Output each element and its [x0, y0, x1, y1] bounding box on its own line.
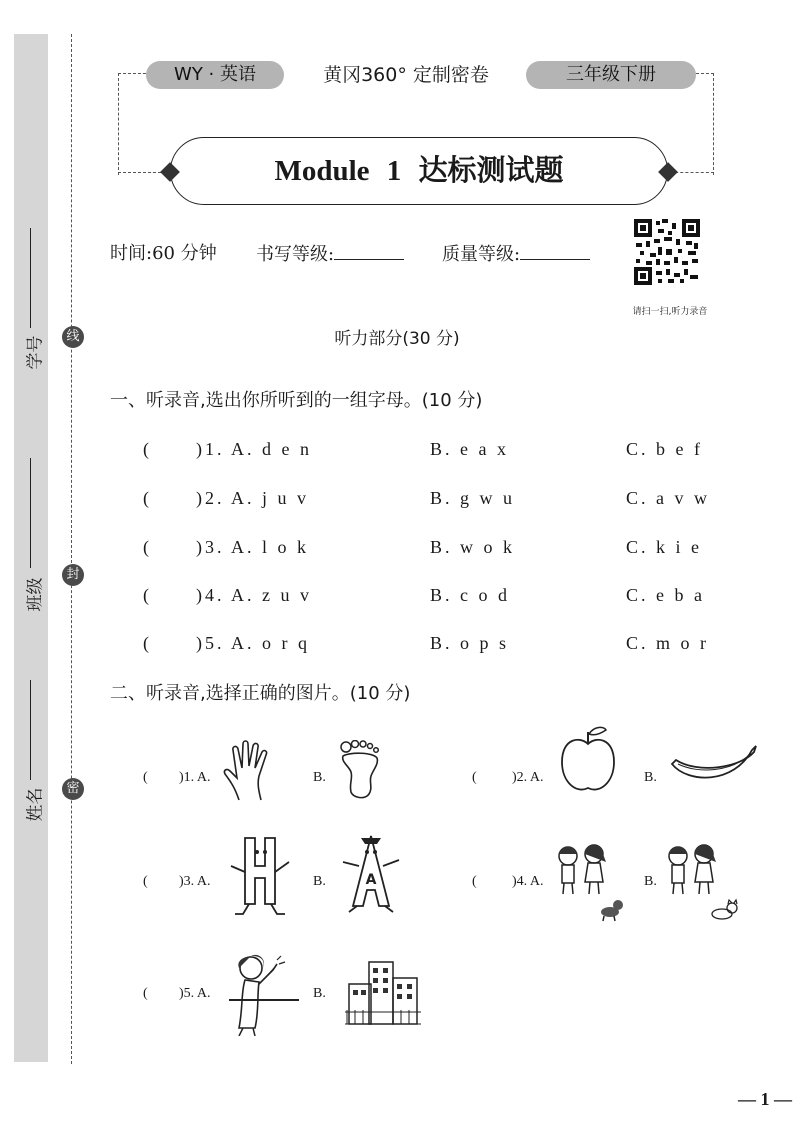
option-b: B. g w u: [430, 488, 516, 508]
name-line: [30, 680, 31, 780]
part2-item-3: [143, 832, 443, 922]
option-a: )5. A. o r q: [196, 633, 310, 653]
subject-badge: WY · 英语: [146, 61, 284, 89]
option-b: B. o p s: [430, 633, 510, 653]
part1-heading: 一、听录音,选出你所听到的一组字母。(10 分): [110, 390, 483, 411]
option-b-label: B.: [644, 874, 657, 889]
page-number: — 1 —: [738, 1089, 792, 1109]
svg-text:A: A: [365, 872, 377, 888]
option-b-label: B.: [313, 986, 326, 1001]
letter-a-character-icon[interactable]: [339, 832, 403, 916]
option-c: C. e b a: [626, 585, 705, 605]
option-c: C. m o r: [626, 633, 710, 653]
seal-secret: 密: [62, 778, 84, 800]
quality-grade: [442, 240, 590, 268]
option-a-label: )5. A.: [179, 986, 211, 1001]
apple-icon[interactable]: [558, 724, 618, 796]
class-label: 班级: [25, 577, 46, 612]
option-a: )2. A. j u v: [196, 488, 310, 508]
option-a-label: )1. A.: [179, 770, 211, 785]
answer-paren[interactable]: (: [143, 874, 148, 889]
part1-question-2: [0, 483, 794, 513]
writing-grade-label: 书写等级:: [256, 244, 335, 265]
answer-paren[interactable]: (: [143, 488, 152, 508]
kids-with-cat-icon[interactable]: [664, 842, 740, 922]
part1-question-1: [0, 434, 794, 464]
foot-icon[interactable]: [339, 740, 383, 800]
series-label: 黄冈360° 定制密卷: [323, 64, 489, 86]
option-a: )4. A. z u v: [196, 585, 312, 605]
option-a-label: )2. A.: [512, 770, 544, 785]
option-a-label: )3. A.: [179, 874, 211, 889]
part2-heading: 二、听录音,选择正确的图片。(10 分): [110, 683, 411, 704]
option-a-label: )4. A.: [512, 874, 544, 889]
hand-icon[interactable]: [221, 738, 277, 802]
part1-question-3: [0, 532, 794, 562]
answer-paren[interactable]: (: [143, 439, 152, 459]
answer-paren[interactable]: (: [143, 770, 148, 785]
option-b-label: B.: [644, 770, 657, 785]
page-title: Module 1 达标测试题: [274, 155, 564, 187]
answer-paren[interactable]: (: [143, 537, 152, 557]
option-b: B. w o k: [430, 537, 516, 557]
option-c: C. a v w: [626, 488, 710, 508]
part2-item-4: [472, 832, 772, 922]
part2-item-5: [143, 944, 443, 1034]
answer-paren[interactable]: (: [143, 585, 152, 605]
seal-seal: 封: [62, 564, 84, 586]
student-id-line: [30, 228, 31, 328]
answer-paren[interactable]: (: [472, 770, 477, 785]
letter-h-character-icon[interactable]: [227, 832, 293, 916]
part2-item-2: [472, 734, 772, 824]
qr-code-icon[interactable]: [634, 219, 700, 285]
seal-line: 线: [62, 326, 84, 348]
answer-paren[interactable]: (: [143, 633, 152, 653]
part2-item-1: [143, 734, 443, 824]
qr-caption: 请扫一扫,听力录音: [632, 307, 708, 317]
option-b-label: B.: [313, 770, 326, 785]
option-a: )1. A. d e n: [196, 439, 312, 459]
option-b: B. c o d: [430, 585, 510, 605]
answer-paren[interactable]: (: [143, 986, 148, 1001]
listening-section-title: 听力部分(30 分): [334, 329, 460, 349]
writing-grade: [256, 240, 404, 268]
grade-badge: 三年级下册: [526, 61, 696, 89]
option-c: C. k i e: [626, 537, 702, 557]
student-id-label: 学号: [25, 335, 46, 370]
school-building-icon[interactable]: [345, 960, 421, 1028]
option-b-label: B.: [313, 874, 326, 889]
answer-paren[interactable]: (: [472, 874, 477, 889]
part1-question-5: [0, 628, 794, 658]
option-b: B. e a x: [430, 439, 509, 459]
part1-question-4: [0, 580, 794, 610]
quality-grade-label: 质量等级:: [442, 244, 521, 265]
time-label: 时间:60 分钟: [110, 243, 217, 264]
writing-grade-blank[interactable]: [334, 240, 404, 260]
option-c: C. b e f: [626, 439, 703, 459]
quality-grade-blank[interactable]: [520, 240, 590, 260]
banana-icon[interactable]: [668, 744, 758, 784]
option-a: )3. A. l o k: [196, 537, 310, 557]
teacher-at-board-icon[interactable]: [229, 952, 299, 1036]
kids-with-dog-icon[interactable]: [552, 842, 634, 922]
name-label: 姓名: [25, 787, 46, 822]
